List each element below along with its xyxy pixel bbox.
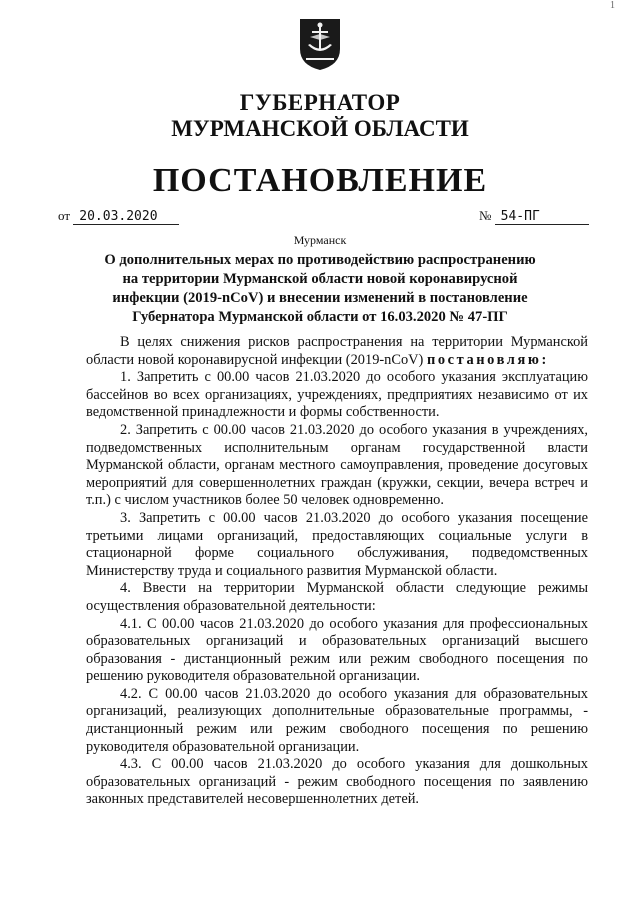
- coat-of-arms-emblem: [298, 17, 342, 71]
- intro-paragraph: [86, 334, 588, 369]
- list-item: 2. Запретить с 00.00 часов 21.03.2020 до особого указания в учреждениях, подведомственных исполнительным органам государственной власти Мурманской области, органам местного самоуправления, проведение досуговых мероприятий для совершеннолетних граждан (кружки, секции, вечера встреч и т.п.) с числом участников более 50 человек одновременно.: [86, 421, 588, 509]
- authority-line-2: МУРМАНСКОЙ ОБЛАСТИ: [171, 116, 469, 141]
- number-field: [479, 208, 589, 225]
- city-name: Мурманск: [293, 233, 347, 247]
- date-field: [58, 208, 179, 225]
- list-item: 4.3. С 00.00 часов 21.03.2020 до особого указания для дошкольных образовательных организаций - режим свободного посещения по заявлению законных представителей несовершеннолетних детей.: [86, 756, 588, 808]
- document-type-title: ПОСТАНОВЛЕНИЕ: [152, 162, 488, 199]
- intro-text: В целях снижения рисков распространения на территории Мурманской области новой коронавирусной инфекции (2019-nCoV): [86, 334, 588, 368]
- authority-line-1: ГУБЕРНАТОР: [239, 90, 401, 115]
- corner-mark: 1: [610, 0, 615, 11]
- list-item: 4.1. С 00.00 часов 21.03.2020 до особого указания для профессиональных образовательных организаций и образовательных организаций высшего образования - дистанционный режим или режим свободного посещения по решению руководителя образовательной организации.: [86, 615, 588, 685]
- list-item: 4. Ввести на территории Мурманской области следующие режимы осуществления образовательной деятельности:: [86, 580, 588, 614]
- date-label: от: [58, 208, 71, 223]
- decree-heading: О дополнительных мерах по противодействию распространению на территории Мурманской области новой коронавирусной инфекции (2019-nCoV) и внесении изменений в постановление Губернатора Мурманской области от 16.03.2020 № 47-ПГ: [104, 252, 536, 325]
- decree-word: постановляю:: [426, 351, 549, 368]
- number-value: 54-ПГ: [495, 209, 589, 225]
- list-item: 1. Запретить с 00.00 часов 21.03.2020 до особого указания эксплуатацию бассейнов во всех организациях, учреждениях, предприятиях независимо от их ведомственной принадлежности и формы собственности.: [86, 369, 588, 421]
- date-value: 20.03.2020: [73, 209, 179, 225]
- number-label: №: [479, 208, 492, 223]
- list-item: 3. Запретить с 00.00 часов 21.03.2020 до особого указания посещение третьими лицами организаций, предоставляющих социальные услуги в стационарной форме социального обслуживания, подведомственных Министерству труда и социального развития Мурманской области.: [86, 509, 588, 579]
- list-item: 4.2. С 00.00 часов 21.03.2020 до особого указания для образовательных организаций, реализующих дополнительные образовательные программы, - дистанционный режим или режим свободного посещения по решению руководителя образовательной организации.: [86, 685, 588, 755]
- decree-body: [86, 334, 588, 809]
